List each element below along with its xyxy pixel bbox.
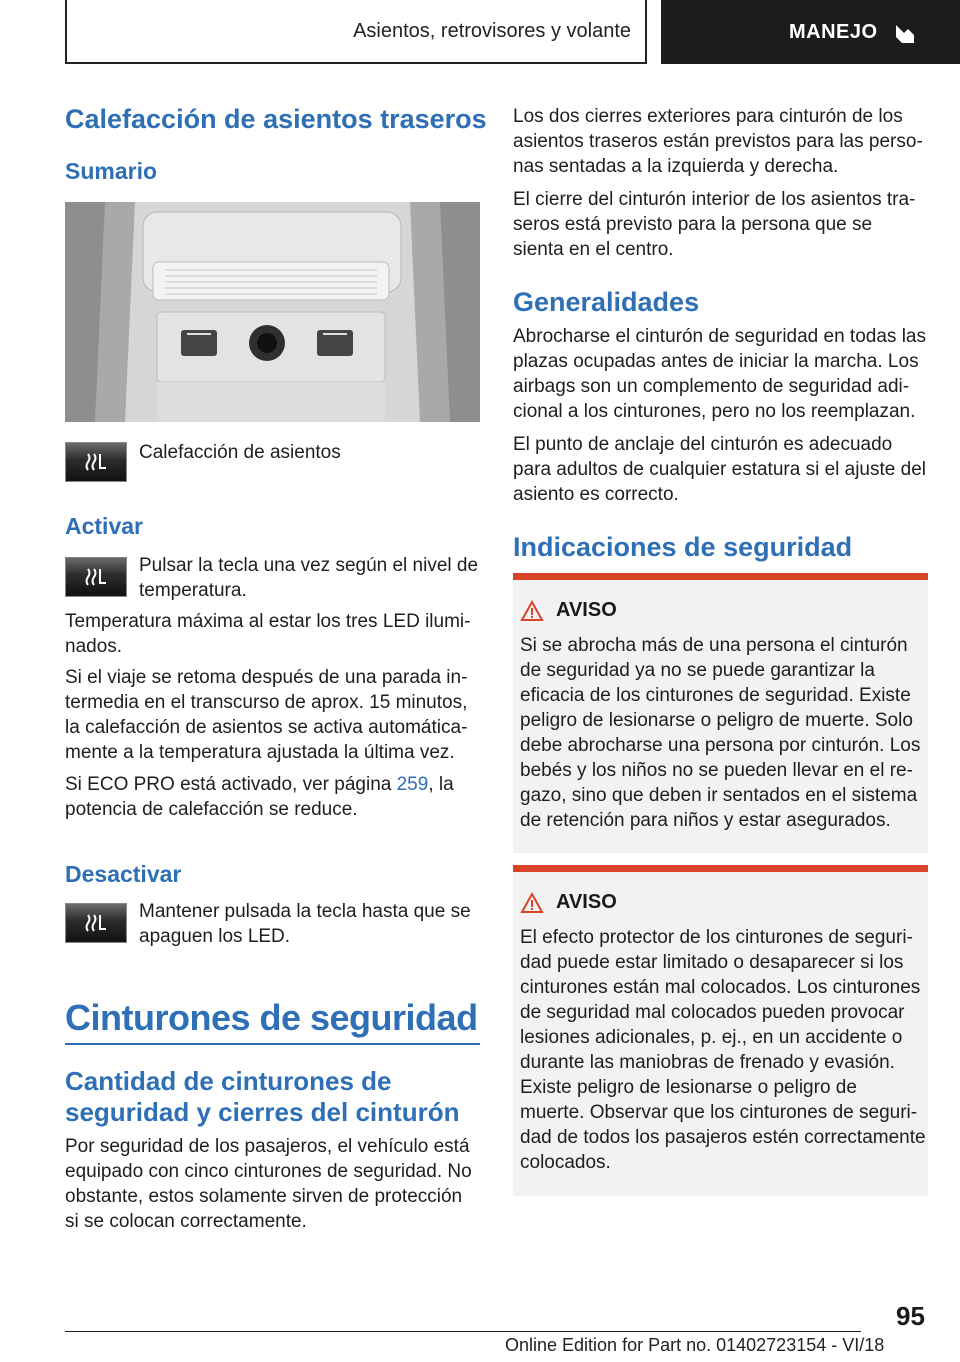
warning-bar: [513, 573, 928, 580]
eco-pro-text-1: Si ECO PRO está activado, ver página: [65, 774, 397, 795]
paragraph-generalidades-1: Abrocharse el cinturón de seguridad en todas las plazas ocupadas antes de iniciar la marcha. Los airbags son un complemento de seguridad adicional a los cinturones, pero no los reemplazan.: [513, 326, 926, 422]
subheading-sumario: Sumario: [65, 158, 158, 184]
activar-instruction: Pulsar la tecla una vez según el nivel de temperatura.: [139, 555, 479, 601]
warning-title-1-label: AVISO: [556, 599, 617, 621]
warning-title-1: [520, 599, 617, 622]
seat-heating-icon: [65, 557, 127, 597]
footer-edition: Online Edition for Part no. 01402723154 - VI/18: [505, 1335, 885, 1355]
seat-heating-icon: [65, 903, 127, 943]
subheading-indicaciones: Indicaciones de seguridad: [513, 532, 853, 562]
paragraph-resume: Si el viaje se retoma después de una parada intermedia en el transcurso de aprox. 15 minutos, la calefacción de asientos se activa automáticamente a la temperatura ajustada la última vez.: [65, 667, 468, 763]
subheading-generalidades: Generalidades: [513, 287, 700, 317]
header-chapter-label: MANEJO: [789, 20, 878, 43]
paragraph-inner-buckle: El cierre del cinturón interior de los asientos traseros está previsto para la persona que se sienta en el centro.: [513, 189, 916, 260]
paragraph-eco-pro: [65, 772, 480, 822]
page-number: 95: [896, 1301, 925, 1331]
heading-rule: [65, 1043, 480, 1045]
page-link-259[interactable]: 259: [396, 774, 429, 795]
header-chapter-tab: [661, 0, 960, 64]
paragraph-max-temp: Temperatura máxima al estar los tres LED iluminados.: [65, 611, 471, 657]
footer-rule: [65, 1331, 861, 1332]
subheading-desactivar: Desactivar: [65, 861, 182, 887]
warning-triangle-icon: [520, 600, 544, 622]
warning-bar: [513, 865, 928, 872]
section-title: Calefacción de asientos traseros: [65, 104, 487, 134]
eco-pro-text-2: , la potencia de calefacción se reduce.: [65, 774, 454, 820]
warning-title-2-label: AVISO: [556, 891, 617, 913]
warning-title-2: [520, 891, 617, 914]
paragraph-outer-buckles: Los dos cierres exteriores para cinturón de los asientos traseros están previstos para las personas sentadas a la izquierda y derecha.: [513, 106, 923, 177]
seat-heating-icon: [65, 442, 127, 482]
paragraph-generalidades-2: El punto de anclaje del cinturón es adecuado para adultos de cualquier estatura si el ajuste del asiento es correcto.: [513, 434, 926, 505]
paragraph-cantidad: Por seguridad de los pasajeros, el vehículo está equipado con cinco cinturones de seguridad. No obstante, estos solamente sirven de protección si se colocan correctamente.: [65, 1136, 472, 1232]
chapter-heading-cinturones: Cinturones de seguridad: [65, 997, 478, 1038]
subheading-activar: Activar: [65, 513, 143, 539]
warning-text-1: Si se abrocha más de una persona el cinturón de seguridad ya no se puede garantizar la eficacia de los cinturones de seguridad. Existe peligro de lesionarse o peligro de muerte. Solo debe abrocharse una persona por cinturón. Los bebés y los niños no se pueden llevar en el regazo, sino que deben ir sentados en el sistema de retención para niños y estar asegurados.: [520, 635, 921, 831]
steering-hand-icon: [892, 19, 918, 45]
image-caption: Calefacción de asientos: [139, 442, 341, 463]
warning-text-2: El efecto protector de los cinturones de seguridad puede estar limitado o desaparecer si los cinturones están mal colocados. Los cinturones de seguridad mal colocados pueden provocar lesiones adicionales, p. ej., en un accidente o durante las maniobras de frenado y evasión. Existe peligro de lesionarse o peligro de muerte. Observar que los cinturones de seguridad de todos los pasajeros estén correctamente colocados.: [520, 927, 926, 1173]
desactivar-instruction: Mantener pulsada la tecla hasta que se apaguen los LED.: [139, 901, 471, 947]
header-section-title: Asientos, retrovisores y volante: [353, 19, 631, 42]
subheading-cantidad: Cantidad de cinturones de seguridad y cierres del cinturón: [65, 1066, 460, 1127]
header-section-tab: [65, 0, 647, 64]
rear-console-image: [65, 202, 480, 422]
warning-triangle-icon: [520, 892, 544, 914]
